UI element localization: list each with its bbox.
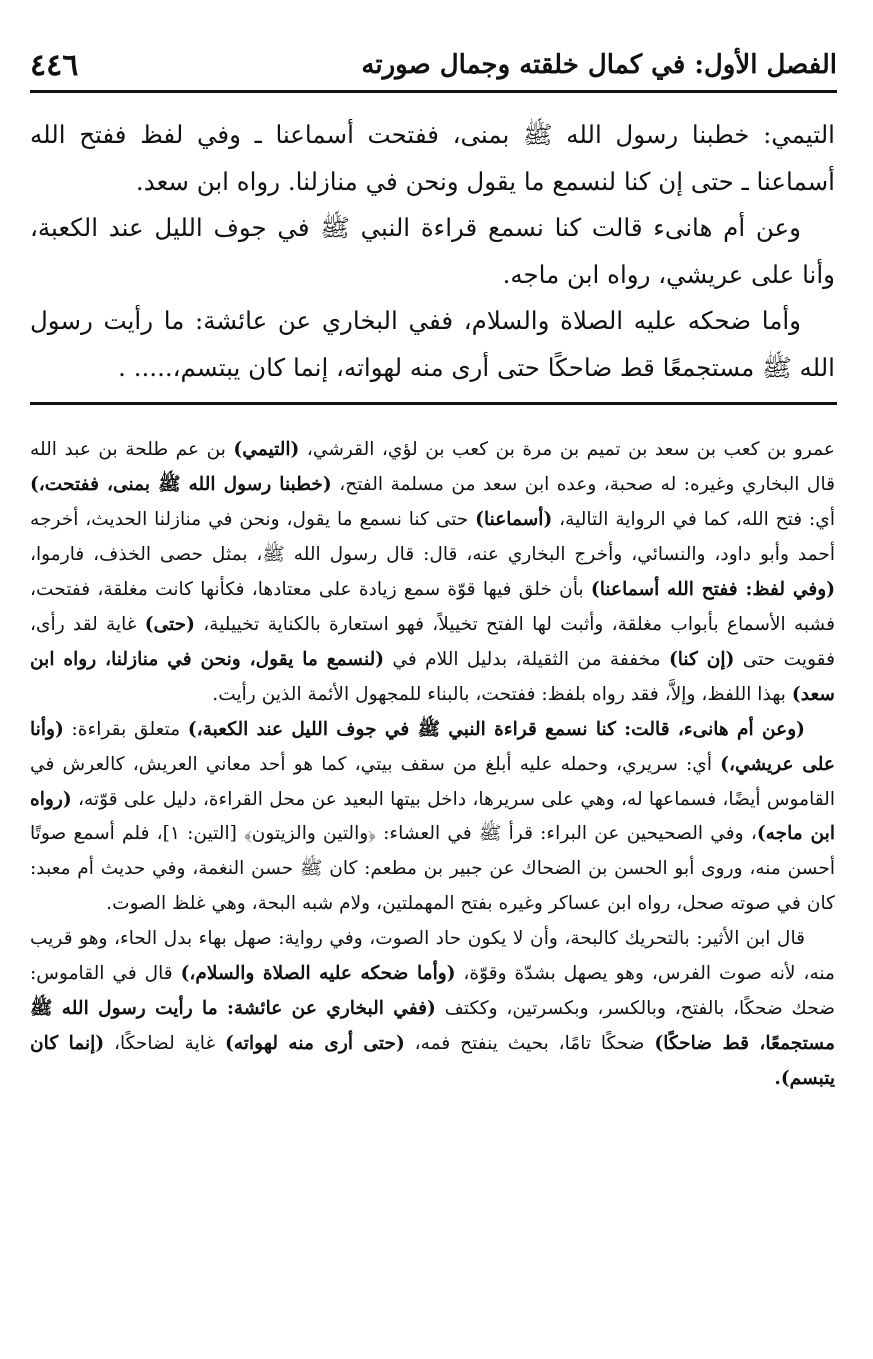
quoted-text: (حتى) bbox=[144, 613, 195, 635]
commentary-paragraph bbox=[30, 922, 835, 1097]
main-paragraph: وعن أم هانىء قالت كنا نسمع قراءة النبي ﷺ في جوف الليل عند الكعبة، وأنا على عريشي، رواه ابن ماجه. bbox=[30, 213, 835, 289]
commentary-run: أي: سريري، وحمله عليه أبلغ من سقف بيتي، كما هو أحد معاني العريش، كالعرش في القاموس أيضًا، فسماعها له، وهي على سريرها، داخل بيتها البعيد عن محل القراءة، دليل على قوّته، bbox=[30, 753, 835, 810]
commentary-run: حتى كنا نسمع ما يقول، ونحن في منازلنا الحديث، أخرجه أحمد وأبو داود، والنسائي، وأخرج البخاري عنه، قال: قال رسول الله ﷺ، بمثل حصى الخذف، فارموا، bbox=[30, 508, 835, 565]
quoted-text: (ففي البخاري عن عائشة: ما رأيت رسول الله ﷺ مستجمعًا، قط ضاحكًا) bbox=[30, 998, 835, 1055]
quoted-text: (وأما ضحكه عليه الصلاة والسلام،) bbox=[180, 963, 456, 985]
chapter-title: الفصل الأول: في كمال خلقته وجمال صورته bbox=[361, 50, 837, 80]
commentary-run: بهذا اللفظ، وإلاَّ، فقد رواه بلفظ: ففتحت، بالبناء للمجهول الأئمة الذين رأيت. bbox=[212, 683, 792, 705]
quoted-text: (التيمي) bbox=[233, 439, 300, 460]
commentary-paragraph bbox=[30, 433, 835, 713]
quoted-text: (إن كنا) bbox=[668, 648, 735, 670]
commentary-paragraph bbox=[30, 713, 835, 923]
commentary-run: غاية لقد رأى، فقويت حتى bbox=[30, 613, 835, 670]
quoted-text: (رواه ابن ماجه) bbox=[30, 788, 835, 845]
commentary-run: مخففة من الثقيلة، بدليل اللام في bbox=[384, 648, 669, 670]
commentary-run: بن عم طلحة بن عبد الله قال البخاري وغيره: له صحبة، وعده ابن سعد من مسلمة الفتح، bbox=[30, 439, 835, 495]
quoted-text: (وعن أم هانىء، قالت: كنا نسمع قراءة النبي ﷺ في جوف الليل عند الكعبة،) bbox=[187, 718, 805, 740]
quoted-text: (لنسمع ما يقول، ونحن في منازلنا، رواه ابن سعد) bbox=[30, 648, 835, 705]
main-paragraph: التيمي: خطبنا رسول الله ﷺ بمنى، ففتحت أسماعنا ـ وفي لفظ ففتح الله أسماعنا ـ حتى إن كنا لنسمع ما يقول ونحن في منازلنا. رواه ابن سعد. bbox=[30, 120, 835, 196]
commentary-run: قال ابن الأثير: بالتحريك كالبحة، وأن لا يكون حاد الصوت، وفي رواية: صهل بهاء بدل الحاء، وهو قريب منه، لأنه صوت الفرس، وهو يصهل بشدّة وقوّة، bbox=[30, 928, 835, 985]
commentary-run: أي: فتح الله، كما في الرواية التالية، bbox=[552, 508, 835, 530]
commentary-run: بأن خلق فيها قوّة سمع زيادة على معتادها، فكأنها كانت مغلقة، ففتحت، فشبه الأسماع بأبواب مغلقة، وأثبت لها الفتح تخييلاً، فهو استعارة بالكناية تخييلية، bbox=[30, 578, 836, 635]
commentary-run: ضحكًا تامًا، بحيث ينفتح فمه، bbox=[404, 1033, 655, 1055]
quoted-text: (خطبنا رسول الله ﷺ بمنى، ففتحت،) bbox=[30, 473, 332, 495]
quoted-text: (إنما كان يتبسم). bbox=[30, 1033, 835, 1090]
page-number: ٤٤٦ bbox=[30, 47, 79, 83]
commentary-run: غاية لضاحكًا، bbox=[104, 1033, 226, 1055]
section-divider bbox=[30, 402, 837, 405]
quoted-text: (وأنا على عريشي،) bbox=[30, 718, 835, 775]
commentary-run: عمرو بن كعب بن سعد بن تميم بن مرة بن كعب بن لؤي، القرشي، bbox=[299, 439, 835, 460]
main-text bbox=[30, 112, 835, 392]
commentary-text bbox=[30, 433, 835, 1097]
commentary-run: متعلق بقراءة: bbox=[63, 718, 188, 740]
quoted-text: (أسماعنا) bbox=[475, 508, 553, 530]
main-paragraph: وأما ضحكه عليه الصلاة والسلام، ففي البخاري عن عائشة: ما رأيت رسول الله ﷺ مستجمعًا قط ضاحكًا حتى أرى منه لهواته، إنما كان يبتسم،..... . bbox=[30, 306, 835, 382]
page-header bbox=[30, 40, 837, 93]
quoted-text: (حتى أرى منه لهواته) bbox=[225, 1033, 405, 1055]
quoted-text: (وفي لفظ: ففتح الله أسماعنا) bbox=[590, 578, 835, 600]
commentary-run: قال في القاموس: ضحك ضحكًا، بالفتح، وبالكسر، وبكسرتين، وككتف bbox=[30, 963, 835, 1020]
commentary-run: ، وفي الصحيحين عن البراء: قرأ ﷺ في العشاء: ﴿والتين والزيتون﴾ [التين: ١]، فلم أسمع صوتًا أحسن منه، وروى أبو الحسن بن الضحاك عن جبير بن مطعم: كان ﷺ حسن النغمة، وفي حديث أم معبد: كان في صوته صحل، رواه ابن عساكر وغيره بفتح المهملتين، ولام شبه البحة، وهي غلظ الصوت. bbox=[30, 823, 835, 915]
